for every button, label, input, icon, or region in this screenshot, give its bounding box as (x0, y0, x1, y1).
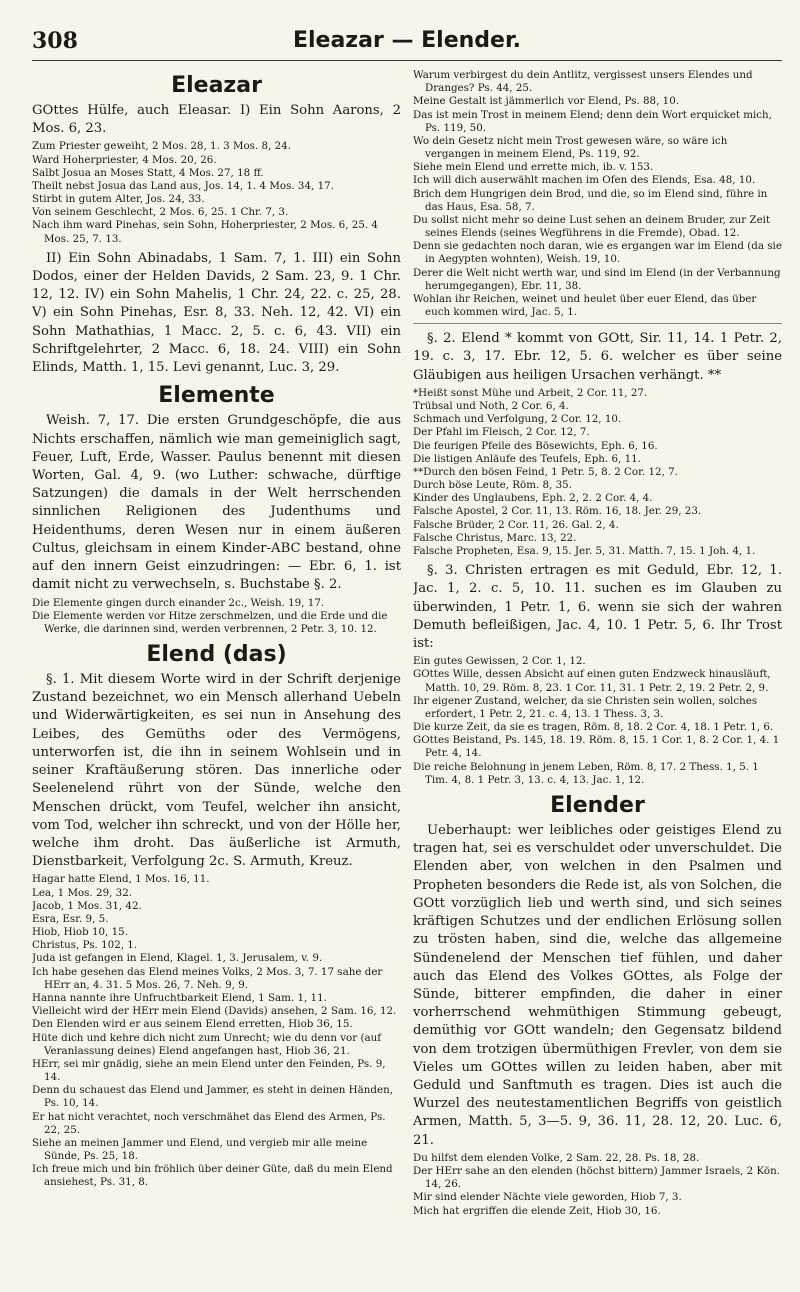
reference-line: Mir sind elender Nächte viele geworden, Hiob 7, 3. (413, 1191, 682, 1204)
elender-body: Ueberhaupt: wer leibliches oder geistiges Elend zu tragen hat, sei es verschuldet oder unverschuldet. Die Elenden aber, von welchen in den Psalmen und Propheten besonders die Rede ist, als von Solchen, die GOtt vorzüglich lieb und werth sind, und sich seines kräftigen Schutzes und der endlichen Erlösung sollen zu trösten haben, sind die, welche das allgemeine Sündenelend der Menschen tief fühlen, und daher auch das Elend des Volkes GOttes, als Folge der Sünde, bitterer empfinden, die daher in einer vorherrschend wehmüthigen Stimmung gebeugt, demüthig vor GOtt wandeln; den Gegensatz bildend von dem trotzigen übermüthigen Frevler, von dem sie Vieles um GOttes willen zu leiden haben, aber mit Geduld und Sanftmuth es tragen. Dies ist auch die Wurzel des neutestamentlichen Begriffs von geistlich Armen, Matth. 5, 3—5. 9, 36. 11, 28. 12, 20. Luc. 6, 21. (413, 822, 782, 1148)
section-3-refs (413, 655, 782, 787)
reference-line: Falsche Apostel, 2 Cor. 11, 13. Röm. 16, 18. Jer. 29, 23. (413, 505, 702, 518)
right-column (413, 67, 782, 1222)
reference-line: Wohlan ihr Reichen, weinet und heulet über euer Elend, das über euch kommen wird, Jac. 5, 1. (413, 292, 757, 319)
reference-line: Den Elenden wird er aus seinem Elend erretten, Hiob 36, 15. (32, 1018, 353, 1031)
reference-line: *Heißt sonst Mühe und Arbeit, 2 Cor. 11, 27. (413, 386, 648, 399)
reference-line: GOttes Beistand, Ps. 145, 18. 19. Röm. 8, 15. 1 Cor. 1, 8. 2 Cor. 1, 4. 1 Petr. 4, 14. (413, 734, 780, 760)
elender-refs (413, 1152, 782, 1218)
reference-line: Du sollst nicht mehr so deine Lust sehen an deinem Bruder, zur Zeit seines Elends (seines Wegführens in die Fremde), Obad. 12. (413, 213, 771, 240)
reference-line: **Durch den bösen Feind, 1 Petr. 5, 8. 2 Cor. 12, 7. (413, 465, 678, 478)
reference-line: Hanna nannte ihre Unfruchtbarkeit Elend, 1 Sam. 1, 11. (32, 992, 327, 1004)
reference-line: Falsche Christus, Marc. 13, 22. (413, 531, 577, 544)
reference-line: Hagar hatte Elend, 1 Mos. 16, 11. (32, 873, 210, 886)
page-number: 308 (32, 28, 78, 54)
reference-line: Von seinem Geschlecht, 2 Mos. 6, 25. 1 Chr. 7, 3. (32, 206, 289, 219)
eleazar-intro: GOttes Hülfe, auch Eleasar. I) Ein Sohn Aarons, 2 Mos. 6, 23. (32, 103, 401, 137)
divider (413, 323, 782, 324)
reference-line: Das ist mein Trost in meinem Elend; denn dein Wort erquicket mich, Ps. 119, 50. (413, 108, 772, 134)
elend-refs-continued (413, 69, 782, 319)
reference-line: Brich dem Hungrigen dein Brod, und die, so im Elend sind, führe in das Haus, Esa. 58, 7. (413, 187, 768, 213)
elend-body: §. 1. Mit diesem Worte wird in der Schrift derjenige Zustand bezeichnet, wo ein Mensch allerhand Uebeln und Widerwärtigkeiten, es sei nun in Ansehung des Leibes, des Gemüths oder des Vermögens, unterworfen ist, die ihn in seinem Wohlsein und in seiner Kraftäußerung stören. Das innerliche oder Seelenelend rührt von der Sünde, welche den Menschen drückt, vom Teufel, welcher ihn ansicht, vom Tod, welcher ihn schreckt, und von der Hölle her, welche ihm droht. Das äußerliche ist Armuth, Dienstbarkeit, Verfolgung 2c. S. Armuth, Kreuz. (32, 672, 401, 870)
reference-line: Die Elemente werden vor Hitze zerschmelzen, und die Erde und die Werke, die darinnen sind, werden verbrennen, 2 Petr. 3, 10. 12. (32, 609, 388, 635)
reference-line: Nach ihm ward Pinehas, sein Sohn, Hoherpriester, 2 Mos. 6, 25. 4 Mos. 25, 7. 13. (32, 219, 378, 245)
reference-line: Die Elemente gingen durch einander 2c., Weish. 19, 17. (32, 596, 325, 609)
reference-line: Trübsal und Noth, 2 Cor. 6, 4. (413, 400, 569, 413)
eleazar-body: II) Ein Sohn Abinadabs, 1 Sam. 7, 1. III) ein Sohn Dodos, einer der Helden Davids, 2 Sam. 23, 9. 1 Chr. 12, 12. IV) ein Sohn Mahelis, 1 Chr. 24, 22. c. 25, 28. V) ein Sohn Pinehas, Esr. 8, 33. Neh. 12, 42. VI) ein Sohn Mathathias, 1 Macc. 2, 5. c. 6, 43. VII) ein Schriftgelehrter, 2 Macc. 6, 18. 24. VIII) ein Sohn Elinds, Matth. 1, 15. Levi genannt, Luc. 3, 29. (32, 250, 401, 376)
reference-line: Lea, 1 Mos. 29, 32. (32, 886, 133, 899)
page-header (32, 28, 782, 61)
reference-line: Falsche Brüder, 2 Cor. 11, 26. Gal. 2, 4. (413, 518, 619, 531)
reference-line: Theilt nebst Josua das Land aus, Jos. 14, 1. 4 Mos. 34, 17. (32, 179, 334, 192)
reference-line: Ich freue mich und bin fröhlich über deiner Güte, daß du mein Elend ansiehest, Ps. 31, 8. (32, 1163, 393, 1189)
reference-line: Kinder des Unglaubens, Eph. 2, 2. 2 Cor. 4, 4. (413, 492, 653, 505)
reference-line: Juda ist gefangen in Elend, Klagel. 1, 3. Jerusalem, v. 9. (32, 952, 323, 965)
reference-line: Die kurze Zeit, da sie es tragen, Röm. 8, 18. 2 Cor. 4, 18. 1 Petr. 1, 6. (413, 721, 774, 734)
reference-line: Die listigen Anläufe des Teufels, Eph. 6, 11. (413, 452, 641, 465)
entry-heading-elend: Elend (das) (146, 642, 287, 668)
reference-line: Falsche Propheten, Esa. 9, 15. Jer. 5, 31. Matth. 7, 15. 1 Joh. 4, 1. (413, 544, 756, 557)
reference-line: Hüte dich und kehre dich nicht zum Unrecht; wie du denn vor (auf Veranlassung deines) Elend angefangen hast, Hiob 36, 21. (32, 1031, 382, 1057)
eleazar-refs (32, 140, 401, 245)
running-title: Eleazar — Elender. (292, 28, 522, 53)
reference-line: Die feurigen Pfeile des Bösewichts, Eph. 6, 16. (413, 439, 658, 452)
two-column-body (22, 67, 782, 1222)
reference-line: Stirbt in gutem Alter, Jos. 24, 33. (32, 193, 205, 206)
reference-line: HErr, sei mir gnädig, siehe an mein Elend unter den Feinden, Ps. 9, 14. (32, 1057, 386, 1084)
reference-line: Schmach und Verfolgung, 2 Cor. 12, 10. (413, 413, 622, 426)
reference-line: Siehe an meinen Jammer und Elend, und vergieb mir alle meine Sünde, Ps. 25, 18. (32, 1136, 368, 1163)
reference-line: Ihr eigener Zustand, welcher, da sie Christen sein wollen, solches erfordert, 1 Petr. 2, 21. c. 4, 13. 1 Thess. 3, 3. (413, 694, 758, 720)
reference-line: Wo dein Gesetz nicht mein Trost gewesen wäre, so wäre ich vergangen in meinem Elend, Ps. 119, 92. (413, 134, 728, 161)
elemente-refs (32, 597, 401, 637)
reference-line: Vielleicht wird der HErr mein Elend (Davids) ansehen, 2 Sam. 16, 12. (32, 1005, 397, 1018)
reference-line: Denn sie gedachten noch daran, wie es ergangen war im Elend (da sie in Aegypten wohnten), Weish. 19, 10. (413, 240, 782, 266)
reference-line: Denn du schauest das Elend und Jammer, es steht in deinen Händen, Ps. 10, 14. (32, 1084, 394, 1110)
reference-line: Jacob, 1 Mos. 31, 42. (32, 899, 142, 912)
reference-line: Ich habe gesehen das Elend meines Volks, 2 Mos. 3, 7. 17 sahe der HErr an, 4. 31. 5 Mos. 26, 7. Neh. 9, 9. (32, 965, 383, 991)
elend-section-3: §. 3. Christen ertragen es mit Geduld, Ebr. 12, 1. Jac. 1, 2. c. 5, 10. 11. suchen es im Glauben zu überwinden, 1 Petr. 1, 6. wenn sie sich der wahren Demuth befleißigen, Jac. 4, 10. 1 Petr. 5, 6. Ihr Trost ist: (413, 563, 782, 652)
elend-refs (32, 873, 401, 1189)
reference-line: Der Pfahl im Fleisch, 2 Cor. 12, 7. (413, 426, 590, 439)
elemente-body: Weish. 7, 17. Die ersten Grundgeschöpfe, die aus Nichts erschaffen, nämlich wie man gemeiniglich sagt, Feuer, Luft, Erde, Wasser. Paulus benennt mit diesen Worten, Gal. 4, 9. (wo Luther: schwache, dürftige Satzungen) die damals in der Welt herrschenden sinnlichen Religionen des Judenthums und Heidenthums, deren Wesen nur in einem äußeren Cultus, gleichsam in einem Kinder-ABC bestand, ohne auf den innern Geist einzudringen: — Ebr. 6, 1. ist damit nicht zu verwechseln, s. Buchstabe §. 2. (32, 413, 401, 593)
reference-line: Salbt Josua an Moses Statt, 4 Mos. 27, 18 ff. (32, 166, 264, 179)
reference-line: Du hilfst dem elenden Volke, 2 Sam. 22, 28. Ps. 18, 28. (413, 1151, 700, 1164)
reference-line: Er hat nicht verachtet, noch verschmähet das Elend des Armen, Ps. 22, 25. (32, 1110, 386, 1136)
section-2-refs (413, 387, 782, 558)
entry-heading-eleazar: Eleazar (171, 73, 262, 98)
reference-line: Meine Gestalt ist jämmerlich vor Elend, Ps. 88, 10. (413, 95, 680, 108)
elend-section-2: §. 2. Elend * kommt von GOtt, Sir. 11, 14. 1 Petr. 2, 19. c. 3, 17. Ebr. 12, 5. 6. welcher es über seine Gläubigen aus heiligen Ursachen verhängt. ** (413, 331, 782, 383)
reference-line: Derer die Welt nicht werth war, und sind im Elend (in der Verbannung herumgegangen), Ebr. 11, 38. (413, 266, 781, 292)
reference-line: Die reiche Belohnung in jenem Leben, Röm. 8, 17. 2 Thess. 1, 5. 1 Tim. 4, 8. 1 Petr. 3, 13. c. 4, 13. Jac. 1, 12. (413, 760, 759, 786)
reference-line: Hiob, Hiob 10, 15. (32, 926, 128, 939)
reference-line: Siehe mein Elend und errette mich, ib. v. 153. (413, 161, 654, 174)
entry-heading-elender: Elender (550, 792, 645, 818)
reference-line: Christus, Ps. 102, 1. (32, 939, 138, 952)
reference-line: Der HErr sahe an den elenden (höchst bittern) Jammer Israels, 2 Kön. 14, 26. (413, 1165, 781, 1191)
reference-line: Durch böse Leute, Röm. 8, 35. (413, 479, 572, 492)
reference-line: Ich will dich auserwählt machen im Ofen des Elends, Esa. 48, 10. (413, 174, 756, 187)
reference-line: Ward Hoherpriester, 4 Mos. 20, 26. (32, 153, 217, 166)
reference-line: Esra, Esr. 9, 5. (32, 912, 109, 925)
reference-line: Mich hat ergriffen die elende Zeit, Hiob 30, 16. (413, 1204, 661, 1217)
reference-line: GOttes Wille, dessen Absicht auf einen guten Endzweck hinausläuft, Matth. 10, 29. Röm. 8, 23. 1 Cor. 11, 31. 1 Petr. 2, 19. 2 Petr. 2, 9. (413, 668, 771, 694)
entry-heading-elemente: Elemente (158, 383, 275, 409)
left-column (32, 67, 401, 1222)
reference-line: Zum Priester geweiht, 2 Mos. 28, 1. 3 Mos. 8, 24. (32, 140, 291, 153)
reference-line: Ein gutes Gewissen, 2 Cor. 1, 12. (413, 655, 586, 668)
reference-line: Warum verbirgest du dein Antlitz, vergissest unsers Elendes und Dranges? Ps. 44, 25. (413, 69, 753, 95)
